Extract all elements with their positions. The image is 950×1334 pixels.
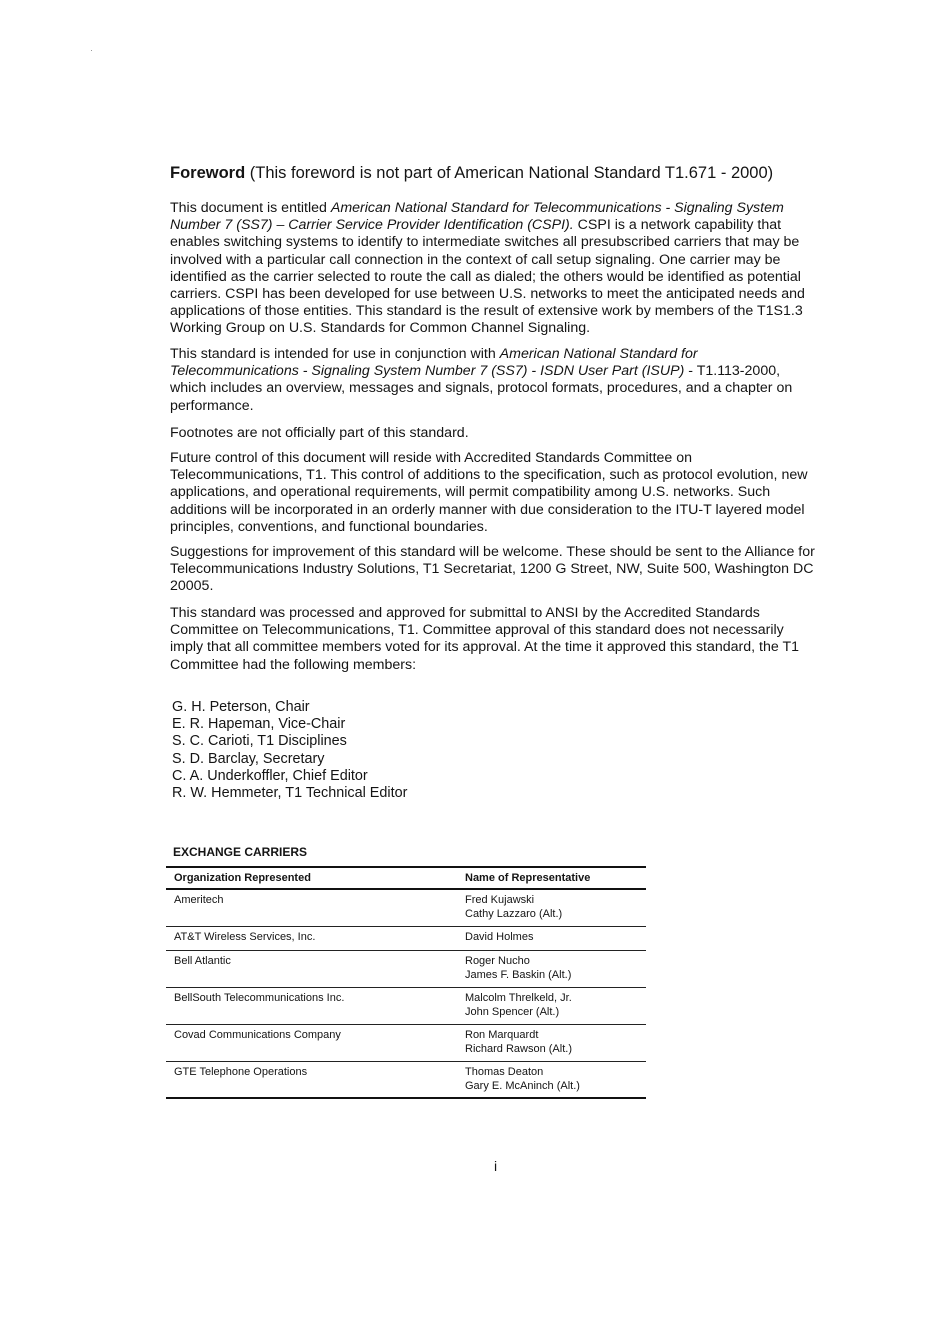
- rep-alt: Gary E. McAninch (Alt.): [465, 1080, 580, 1092]
- rep-name: Fred Kujawski: [465, 894, 535, 906]
- rep-cell: [458, 991, 646, 1024]
- paragraph-entitled: [170, 200, 820, 338]
- rep-alt: Richard Rawson (Alt.): [465, 1043, 572, 1055]
- member-item: S. C. Carioti, T1 Disciplines: [172, 733, 347, 750]
- rep-cell: [458, 893, 646, 926]
- paragraph-approval: This standard was processed and approved for submittal to ANSI by the Accredited Standards Committee on Telecommunications, T1. Committee approval of this standard does not necessarily imply that all committee members voted for its approval. At the time it approved this standard, the T1 Committee had the following members:: [170, 605, 800, 673]
- committee-members-list: [172, 699, 572, 802]
- p2-text-b: - T1.113-2000, which includes an overview, messages and signals, protocol formats, procedures, and a chapter on performance.: [170, 363, 793, 414]
- member-item: E. R. Hapeman, Vice-Chair: [172, 716, 346, 733]
- rep-name: David Holmes: [465, 931, 534, 943]
- heading-rest: (This foreword is not part of American National Standard T1.671 - 2000): [245, 164, 774, 182]
- rep-name: Malcolm Threlkeld, Jr.: [465, 992, 572, 1004]
- heading-bold: Foreword: [170, 164, 246, 182]
- rep-alt: John Spencer (Alt.): [465, 1006, 560, 1018]
- org-cell: AT&T Wireless Services, Inc.: [174, 931, 316, 943]
- rep-name: Roger Nucho: [465, 955, 530, 967]
- column-header-organization: Organization Represented: [174, 872, 311, 884]
- rep-cell: [458, 954, 646, 987]
- org-cell: Bell Atlantic: [174, 955, 231, 967]
- p1-title: American National Standard for Telecommunications - Signaling System Number 7 (SS7) – Carrier Service Provider Identification (CSPI).: [170, 200, 784, 234]
- exchange-carriers-table: [166, 866, 646, 1099]
- member-item: G. H. Peterson, Chair: [172, 699, 310, 715]
- rep-name: Ron Marquardt: [465, 1029, 539, 1041]
- rep-alt: James F. Baskin (Alt.): [465, 969, 572, 981]
- table-row: [166, 1025, 646, 1062]
- rep-alt: Cathy Lazzaro (Alt.): [465, 908, 563, 920]
- column-header-representative: Name of Representative: [465, 872, 591, 884]
- member-item: C. A. Underkoffler, Chief Editor: [172, 767, 368, 784]
- rep-cell: [458, 1065, 646, 1097]
- paragraph-suggestions: Suggestions for improvement of this standard will be welcome. These should be sent to the Alliance for Telecommunications Industry Solutions, T1 Secretariat, 1200 G Street, NW, Suite 500, Washington DC 20005.: [170, 544, 815, 595]
- paragraph-conjunction: [170, 346, 820, 415]
- table-header: [166, 866, 646, 890]
- table-row: [166, 951, 646, 988]
- page-number: i: [494, 1158, 498, 1174]
- paragraph-footnotes: Footnotes are not officially part of this standard.: [170, 425, 469, 441]
- foreword-heading: [170, 162, 870, 184]
- member-item: R. W. Hemmeter, T1 Technical Editor: [172, 785, 408, 802]
- org-cell: Covad Communications Company: [174, 1029, 341, 1041]
- table-row: [166, 927, 646, 951]
- scan-speck: [91, 50, 92, 51]
- p2-title: American National Standard for Telecommunications - Signaling System Number 7 (SS7) - ISDN User Part (ISUP): [170, 346, 698, 380]
- p1-text-b: CSPI is a network capability that enables switching systems to identify to intermediate switches all presubscribed carriers that may be involved with a particular call connection in the context of call setup signaling. One carrier may be identified as the carrier selected to route the call as dialed; the others would be identified as potential carriers. CSPI has been developed for use between U.S. networks to meet the anticipated needs and applications of those entities. This standard is the result of extensive work by members of the T1S1.3 Working Group on U.S. Standards for Common Channel Signaling.: [170, 217, 805, 337]
- member-item: S. D. Barclay, Secretary: [172, 750, 325, 767]
- rep-cell: [458, 930, 646, 950]
- p2-text-a: This standard is intended for use in conjunction with: [170, 346, 500, 362]
- table-row: [166, 890, 646, 927]
- org-cell: GTE Telephone Operations: [174, 1066, 308, 1078]
- rep-name: Thomas Deaton: [465, 1066, 544, 1078]
- org-cell: BellSouth Telecommunications Inc.: [174, 992, 345, 1004]
- exchange-carriers-title: EXCHANGE CARRIERS: [173, 845, 308, 859]
- org-cell: Ameritech: [174, 894, 224, 906]
- table-row: [166, 988, 646, 1025]
- p1-text-a: This document is entitled: [170, 200, 331, 216]
- rep-cell: [458, 1028, 646, 1061]
- table-row: [166, 1062, 646, 1099]
- paragraph-future-control: Future control of this document will reside with Accredited Standards Committee on Telecommunications, T1. This control of additions to the specification, such as protocol evolution, new applications, and operational requirements, will permit compatibility among U.S. networks. Such additions will be incorporated in an orderly manner with due consideration to the ITU-T layered model principles, conventions, and functional boundaries.: [170, 450, 808, 535]
